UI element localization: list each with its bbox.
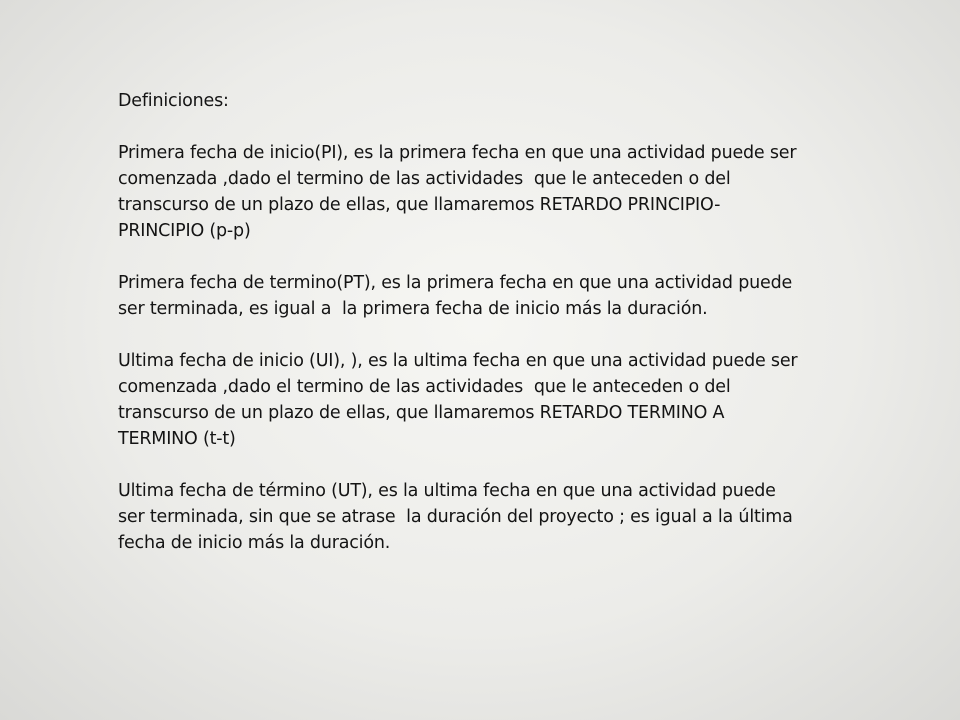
text-line: comenzada ,dado el termino de las actividades que le anteceden o del [118, 377, 731, 397]
text-line: ser terminada, sin que se atrase la duración del proyecto ; es igual a la última [118, 507, 793, 527]
text-line: ser terminada, es igual a la primera fecha de inicio más la duración. [118, 299, 708, 319]
text-line: transcurso de un plazo de ellas, que llamaremos RETARDO TERMINO A [118, 403, 725, 423]
text-line: fecha de inicio más la duración. [118, 533, 391, 553]
definitions-heading: Definiciones: [118, 91, 229, 111]
definition-paragraph-pi [118, 140, 908, 244]
text-line: transcurso de un plazo de ellas, que llamaremos RETARDO PRINCIPIO- [118, 195, 721, 215]
text-line: TERMINO (t-t) [118, 429, 236, 449]
text-line: Ultima fecha de inicio (UI), ), es la ultima fecha en que una actividad puede ser [118, 351, 798, 371]
text-line: Primera fecha de inicio(PI), es la primera fecha en que una actividad puede ser [118, 143, 797, 163]
definition-paragraph-ut [118, 478, 908, 556]
text-line: Primera fecha de termino(PT), es la primera fecha en que una actividad puede [118, 273, 793, 293]
definition-paragraph-ui [118, 348, 908, 452]
text-line: Ultima fecha de término (UT), es la ultima fecha en que una actividad puede [118, 481, 776, 501]
slide-text-body [118, 88, 908, 556]
text-line: PRINCIPIO (p-p) [118, 221, 251, 241]
definition-paragraph-pt [118, 270, 908, 322]
text-line: comenzada ,dado el termino de las actividades que le anteceden o del [118, 169, 731, 189]
